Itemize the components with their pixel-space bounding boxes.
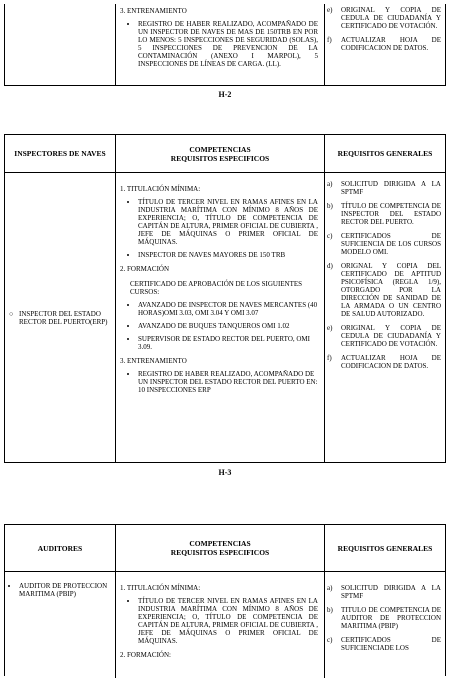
section-label: H-3 bbox=[218, 468, 232, 477]
column-header: INSPECTORES DE NAVES bbox=[5, 135, 116, 172]
column-header: REQUISITOS GENERALES bbox=[337, 149, 433, 158]
specific-requirements-cell bbox=[116, 173, 325, 463]
column-header: REQUISITOS GENERALES bbox=[337, 543, 433, 553]
section-title: 3. ENTRENAMIENTO bbox=[120, 7, 187, 15]
general-requirements-cell bbox=[325, 572, 445, 678]
position-cell bbox=[5, 173, 116, 463]
list-item: f) ACTUALIZAR HOJA DE CODIFICACION DE DATOS. bbox=[327, 354, 441, 370]
section-title: 3. ENTRENAMIENTO bbox=[120, 357, 187, 365]
list-item: • TÍTULO DE TERCER NIVEL EN RAMAS AFINES EN LA INDUSTRIA MARÍTIMA CON MÍNIMO 8 AÑOS DE EXPERIENCIA; O, TÍTULO DE COMPETENCIA DE CAPITÁN DE ALTURA, PRIMER OFICIAL DE CUBIERTA , JEFE DE MÁQUINAS O PRIMER OFICIAL DE MÁQUINAS. bbox=[138, 597, 324, 645]
column-header: COMPETENCIAS REQUISITOS ESPECIFICOS bbox=[116, 525, 325, 571]
table-inspectores bbox=[4, 134, 446, 463]
column-header: AUDITORES bbox=[5, 525, 116, 571]
general-requirements-cell bbox=[325, 173, 445, 463]
position-cell bbox=[5, 572, 116, 678]
position-cell bbox=[5, 4, 116, 85]
paragraph: CERTIFICADO DE APROBACIÓN DE LOS SIGUIENTES CURSOS: bbox=[130, 280, 303, 296]
list-item: c) CERTIFICADOS DE SUFICIENCIADE LOS bbox=[327, 636, 441, 652]
list-item: c) CERTIFICADOS DE SUFICIENCIA DE LOS CURSOS MODELO OMI. bbox=[327, 232, 441, 256]
section-title: 1. TITULACIÓN MÍNIMA: bbox=[120, 584, 201, 592]
table-auditores bbox=[4, 524, 446, 676]
list-item: • REGISTRO DE HABER REALIZADO, ACOMPAÑADO DE UN INSPECTOR DEL ESTADO RECTOR DEL PUERTO EN: 10 INSPECCIONES ERP bbox=[138, 370, 324, 394]
list-item: • TÍTULO DE TERCER NIVEL EN RAMAS AFINES EN LA INDUSTRIA MARÍTIMA CON MÍNIMO 8 AÑOS DE EXPERIENCIA; O, TÍTULO DE COMPETENCIA DE CAPITÁN DE ALTURA, PRIMER OFICIAL DE CUBIERTA , JEFE DE MÁQUINAS O PRIMER OFICIAL DE MÁQUINAS. bbox=[138, 198, 324, 246]
list-item: • AVANZADO DE BUQUES TANQUEROS OMI 1.02 bbox=[138, 322, 324, 330]
specific-requirements-cell bbox=[116, 4, 325, 85]
list-item: b) TÍTULO DE COMPETENCIA DE INSPECTOR DEL ESTADO RECTOR DEL PUERTO. bbox=[327, 202, 441, 226]
section-title: 1. TITULACIÓN MÍNIMA: bbox=[120, 185, 201, 193]
list-item: • REGISTRO DE HABER REALIZADO, ACOMPAÑADO DE UN INSPECTOR DE NAVES DE MAS DE 150TRB EN POR LO MENOS: 5 INSPECCIONES DE SEGURIDAD (SOLAS), 5 INSPECCIONES DE PREVENCION DE LA CONTAMINACIÓN (ANEXO I MARPOL), 5 INSPECCIONES DE LÍNEAS DE CARGA. (LL). bbox=[138, 20, 324, 68]
list-item: • SUPERVISOR DE ESTADO RECTOR DEL PUERTO, OMI 3.09. bbox=[138, 335, 324, 351]
list-item: • INSPECTOR DE NAVES MAYORES DE 150 TRB bbox=[138, 251, 324, 259]
table-h1-continuation bbox=[4, 4, 446, 86]
general-requirements-cell bbox=[325, 4, 445, 85]
section-title: 2. FORMACIÓN bbox=[120, 265, 170, 273]
list-item: a) SOLICITUD DIRIGIDA A LA SPTMF bbox=[327, 180, 441, 196]
list-item: b) TITULO DE COMPETENCIA DE AUDITOR DE PROTECCION MARITIMA (PBIP) bbox=[327, 606, 441, 630]
list-item: f) ACTUALIZAR HOJA DE CODIFICACION DE DATOS. bbox=[327, 36, 441, 52]
list-item: d) ORIGNAL Y COPIA DEL CERTIFICADO DE APTITUD PSICOFÍSICA (REGLA 1/9), OTORGADO POR LA DIRECCIÓN DE SANIDAD DE LA ARMADA O UN CENTRO DE SALUD AUTORIZADO. bbox=[327, 262, 441, 318]
section-label: H-2 bbox=[218, 90, 232, 99]
list-item: • AVANZADO DE INSPECTOR DE NAVES MERCANTES (40 HORAS)OMI 3.03, OMI 3.04 Y OMI 3.07 bbox=[138, 301, 324, 317]
list-item: e) ORIGINAL Y COPIA DE CEDULA DE CIUDADANÍA Y CERTIFICADO DE VOTACIÓN. bbox=[327, 6, 441, 30]
column-header: COMPETENCIAS REQUISITOS ESPECIFICOS bbox=[116, 135, 325, 172]
circle-bullet-icon: ○ bbox=[9, 310, 14, 318]
section-title: 2. FORMACIÓN: bbox=[120, 651, 171, 659]
list-item: e) ORIGINAL Y COPIA DE CEDULA DE CIUDADANÍA Y CERTIFICADO DE VOTACIÓN. bbox=[327, 324, 441, 348]
list-item: • AUDITOR DE PROTECCION MARITIMA (PBIP) bbox=[19, 582, 115, 598]
list-item: a) SOLICITUD DIRIGIDA A LA SPTMF bbox=[327, 584, 441, 600]
specific-requirements-cell bbox=[116, 572, 325, 678]
list-item: ○ INSPECTOR DEL ESTADO RECTOR DEL PUERTO(ERP) bbox=[9, 310, 108, 326]
